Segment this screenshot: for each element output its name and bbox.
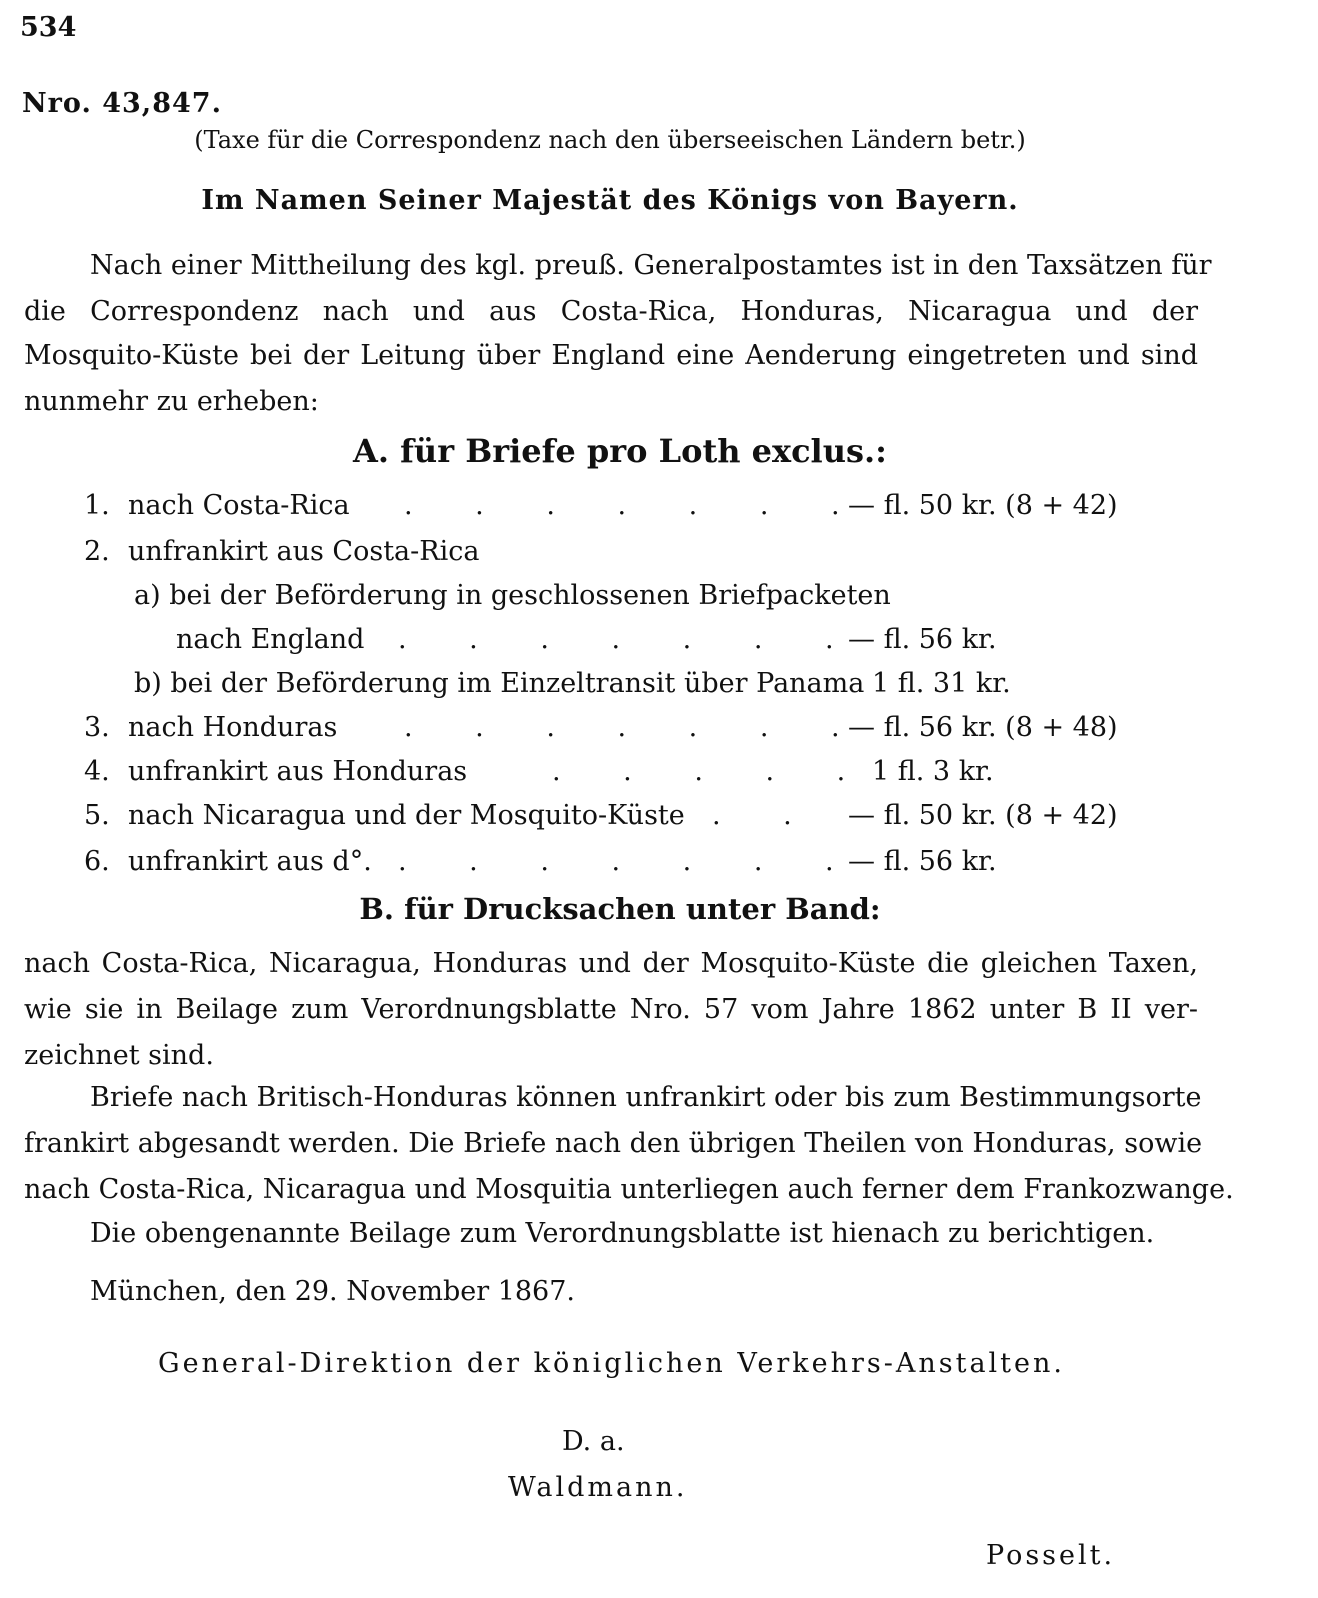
item-dots: . . . . . . . xyxy=(398,624,861,655)
list-item xyxy=(0,624,1318,660)
item-dots: . . . . . . . xyxy=(404,490,867,521)
item-label: unfrankirt aus Honduras xyxy=(128,756,468,787)
item-tariff: — fl. 56 kr. (8 + 48) xyxy=(848,712,1118,743)
item-tariff: 1 fl. 3 kr. xyxy=(872,756,994,787)
list-item xyxy=(0,846,1318,882)
section-b-line: zeichnet sind. xyxy=(24,1040,214,1071)
item-tariff: 1 fl. 31 kr. xyxy=(872,668,1011,699)
section-b-line: nach Costa-Rica, Nicaragua, Honduras und der Mosquito-Küste die gleichen Taxen, xyxy=(24,948,1198,979)
list-item xyxy=(0,712,1318,748)
item-number: 2. xyxy=(84,536,110,567)
item-dots: . . . . . . . xyxy=(398,846,861,877)
intro-line: Nach einer Mittheilung des kgl. preuß. Generalpostamtes ist in den Taxsätzen für xyxy=(90,250,1212,281)
item-number: 4. xyxy=(84,756,110,787)
paragraph-line: frankirt abgesandt werden. Die Briefe nach den übrigen Theilen von Honduras, sowie xyxy=(24,1128,1203,1159)
place-date: München, den 29. November 1867. xyxy=(90,1276,575,1307)
section-b-title: B. für Drucksachen unter Band: xyxy=(359,892,881,926)
item-number: 3. xyxy=(84,712,110,743)
paragraph-line: Die obengenannte Beilage zum Verordnungsblatte ist hienach zu berichtigen. xyxy=(90,1218,1155,1249)
item-tariff: — fl. 50 kr. (8 + 42) xyxy=(848,800,1118,831)
paragraph-line: Briefe nach Britisch-Honduras können unfrankirt oder bis zum Bestimmungsorte xyxy=(90,1082,1202,1113)
signatory-name: Posselt. xyxy=(986,1540,1116,1571)
issuing-authority: General-Direktion der königlichen Verkehrs-Anstalten. xyxy=(158,1348,1065,1379)
paragraph-line: nach Costa-Rica, Nicaragua und Mosquitia unterliegen auch ferner dem Frankozwange. xyxy=(24,1174,1234,1205)
list-item xyxy=(0,668,1318,704)
item-label: nach England xyxy=(176,624,365,655)
item-tariff: — fl. 56 kr. xyxy=(848,624,997,655)
intro-line: nunmehr zu erheben: xyxy=(24,386,319,417)
item-label: a) bei der Beförderung in geschlossenen Briefpacketen xyxy=(134,580,891,611)
intro-line: die Correspondenz nach und aus Costa-Rica, Honduras, Nicaragua und der xyxy=(24,296,1198,327)
document-number: Nro. 43,847. xyxy=(22,88,222,119)
page-number: 534 xyxy=(20,12,77,43)
item-label: nach Costa-Rica xyxy=(128,490,350,521)
list-item xyxy=(0,800,1318,836)
signatory-name: Waldmann. xyxy=(508,1472,688,1503)
item-dots: . . xyxy=(712,800,819,831)
item-tariff: — fl. 50 kr. (8 + 42) xyxy=(848,490,1118,521)
list-item xyxy=(0,490,1318,526)
item-tariff: — fl. 56 kr. xyxy=(848,846,997,877)
item-label: unfrankirt aus d°. xyxy=(128,846,372,877)
section-a-title: A. für Briefe pro Loth exclus.: xyxy=(353,432,887,470)
intro-line: Mosquito-Küste bei der Leitung über England eine Aenderung eingetreten und sind xyxy=(24,340,1198,371)
da-abbreviation: D. a. xyxy=(562,1426,625,1457)
item-dots: . . . . . . . xyxy=(404,712,867,743)
list-item xyxy=(0,580,1318,616)
section-b-line: wie sie in Beilage zum Verordnungsblatte Nro. 57 vom Jahre 1862 unter B II ver- xyxy=(24,994,1198,1025)
item-label: unfrankirt aus Costa-Rica xyxy=(128,536,480,567)
item-number: 6. xyxy=(84,846,110,877)
list-item xyxy=(0,536,1318,572)
item-label: nach Nicaragua und der Mosquito-Küste xyxy=(128,800,685,831)
item-dots: . . . . . xyxy=(552,756,873,787)
document-subject: (Taxe für die Correspondenz nach den überseeischen Ländern betr.) xyxy=(194,126,1026,154)
item-label: b) bei der Beförderung im Einzeltransit über Panama xyxy=(134,668,865,699)
item-label: nach Honduras xyxy=(128,712,338,743)
item-number: 5. xyxy=(84,800,110,831)
heading: Im Namen Seiner Majestät des Königs von Bayern. xyxy=(201,185,1019,216)
item-number: 1. xyxy=(84,490,110,521)
list-item xyxy=(0,756,1318,792)
